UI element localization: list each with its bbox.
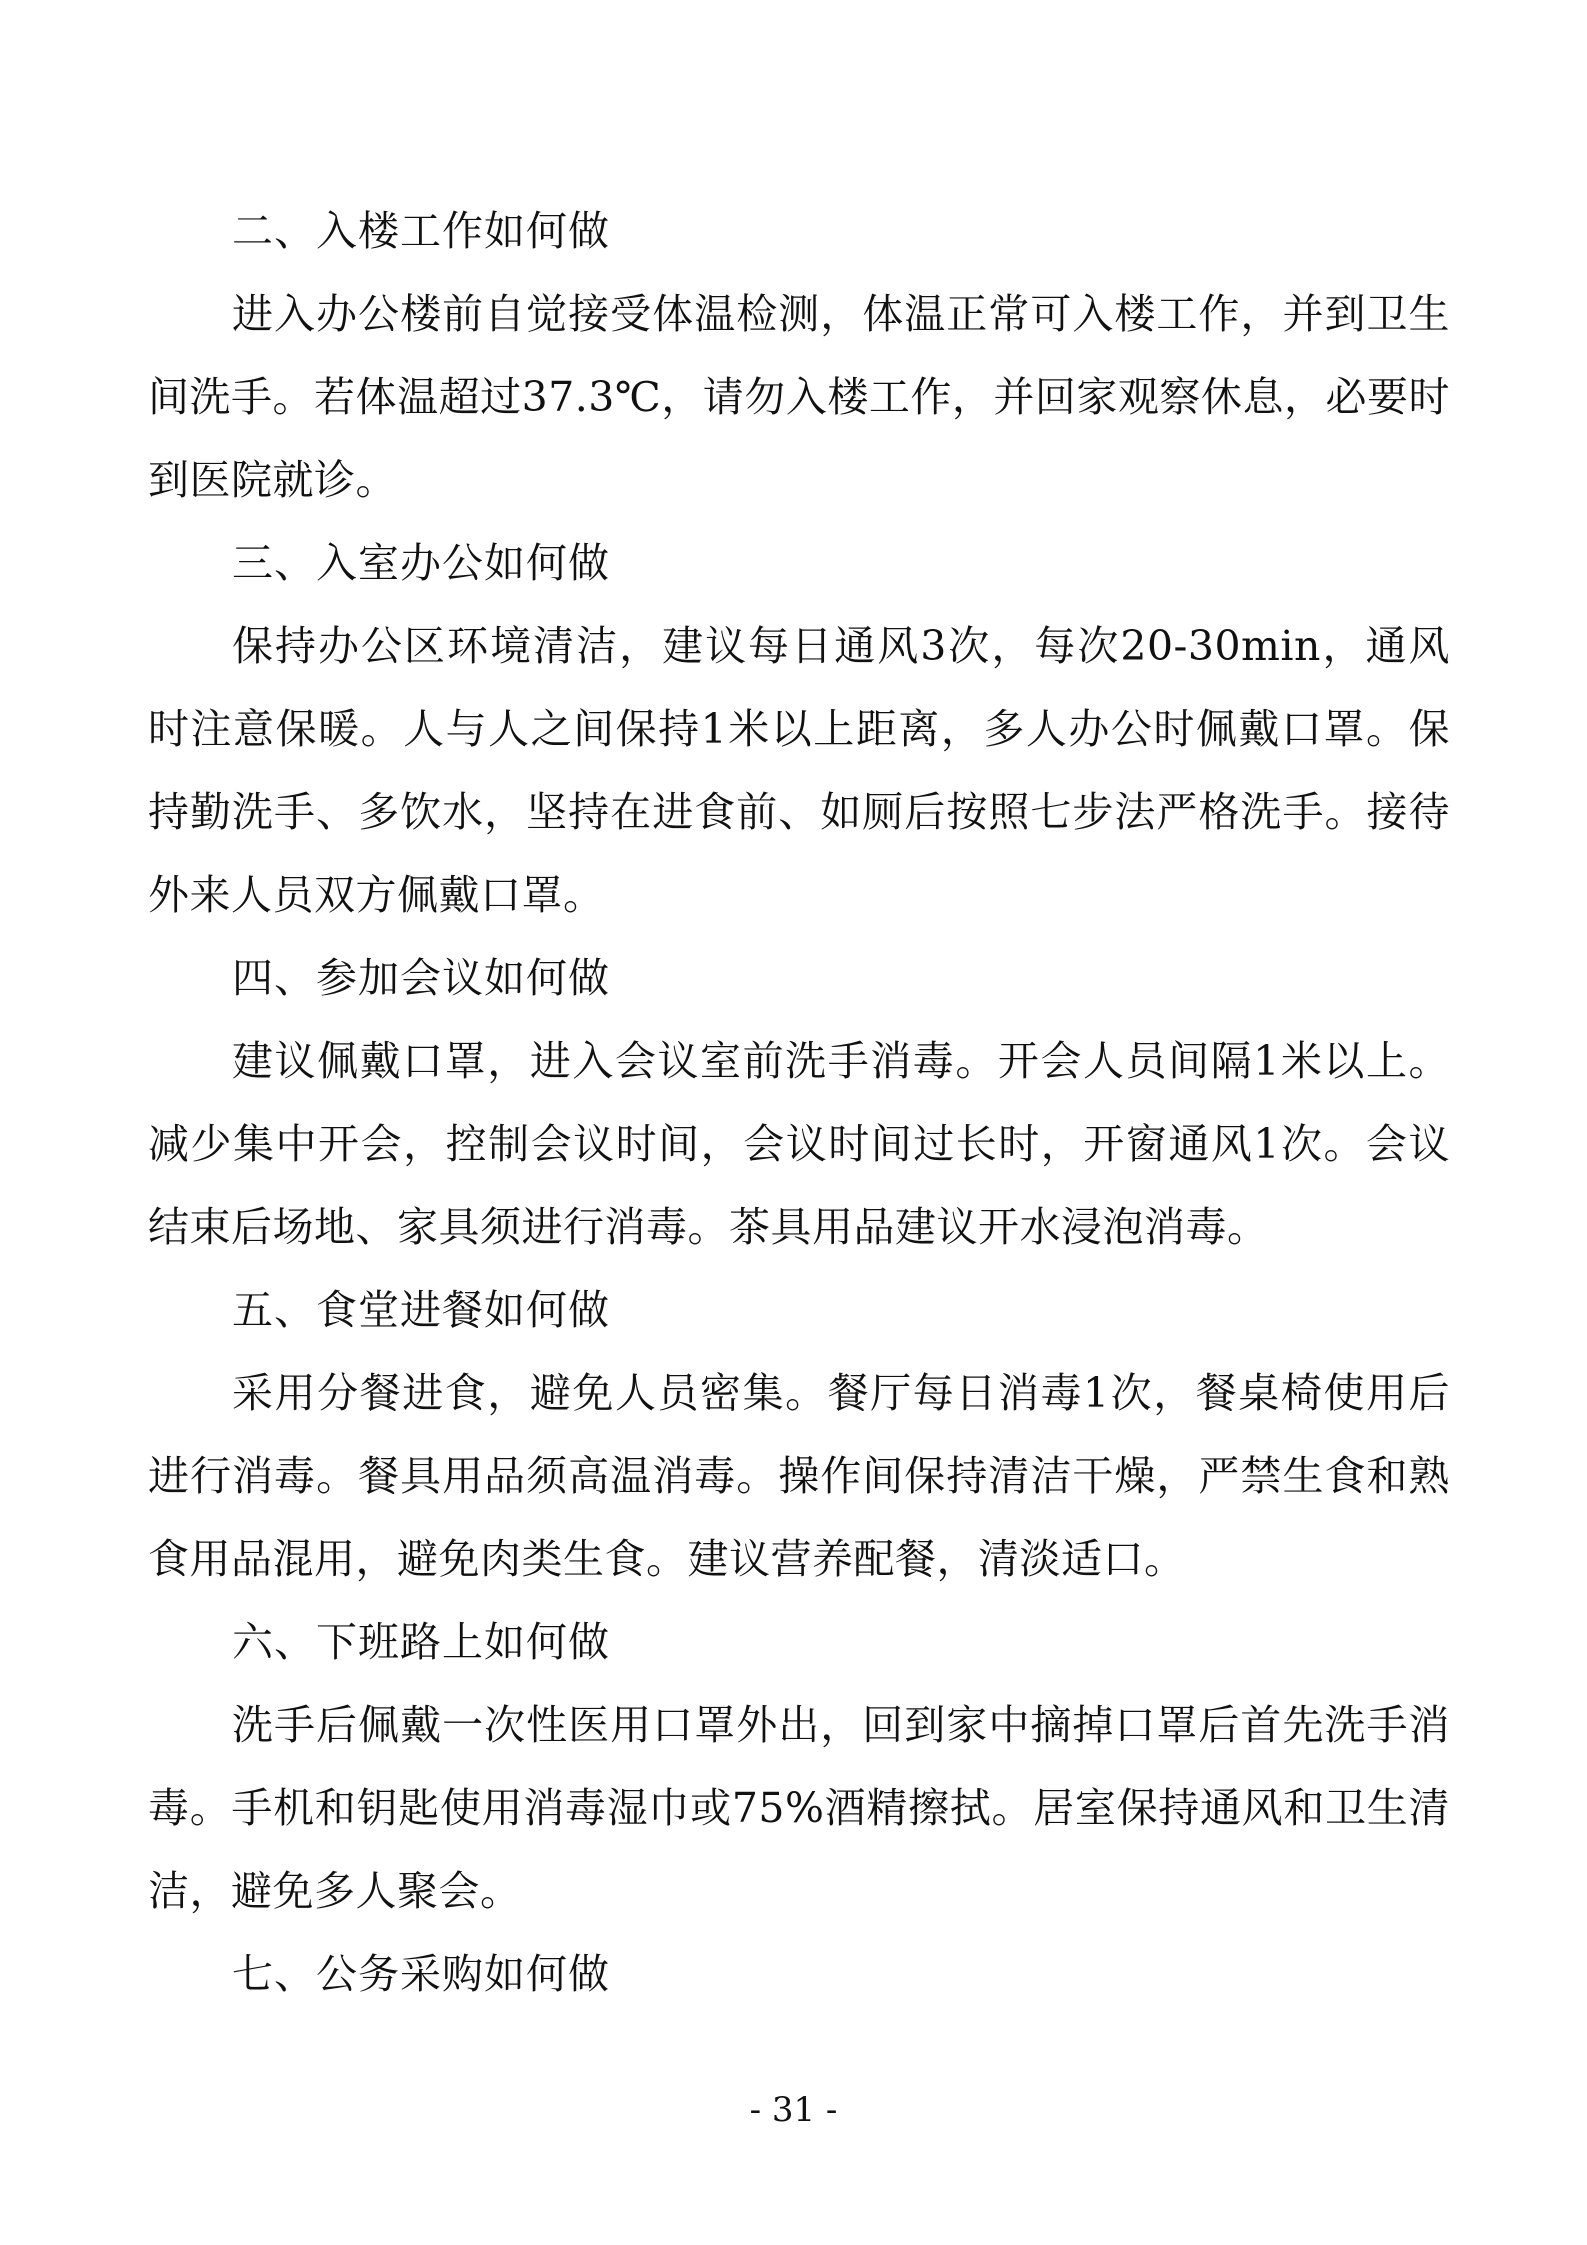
section-heading-commute-home: 六、下班路上如何做 (232, 1618, 610, 1666)
document-body (148, 190, 1450, 2016)
section-heading-office-work: 三、入室办公如何做 (232, 539, 610, 587)
section-heading-meetings: 四、参加会议如何做 (232, 954, 610, 1002)
section-heading-canteen: 五、食堂进餐如何做 (232, 1286, 610, 1334)
page-number: - 31 - (749, 2090, 838, 2130)
section-body-meetings: 建议佩戴口罩，进入会议室前洗手消毒。开会人员间隔1米以上。减少集中开会，控制会议时间，会议时间过长时，开窗通风1次。会议结束后场地、家具须进行消毒。茶具用品建议开水浸泡消毒。 (148, 1037, 1450, 1251)
section-body-commute-home: 洗手后佩戴一次性医用口罩外出，回到家中摘掉口罩后首先洗手消毒。手机和钥匙使用消毒湿巾或75%酒精擦拭。居室保持通风和卫生清洁，避免多人聚会。 (148, 1701, 1450, 1915)
section-heading-entering-building: 二、入楼工作如何做 (232, 207, 610, 255)
section-body-canteen: 采用分餐进食，避免人员密集。餐厅每日消毒1次，餐桌椅使用后进行消毒。餐具用品须高温消毒。操作间保持清洁干燥，严禁生食和熟食用品混用，避免肉类生食。建议营养配餐，清淡适口。 (148, 1369, 1450, 1583)
section-heading-procurement: 七、公务采购如何做 (232, 1950, 610, 1998)
section-body-entering-building: 进入办公楼前自觉接受体温检测，体温正常可入楼工作，并到卫生间洗手。若体温超过37.3℃，请勿入楼工作，并回家观察休息，必要时到医院就诊。 (148, 290, 1450, 504)
section-body-office-work: 保持办公区环境清洁，建议每日通风3次，每次20-30min，通风时注意保暖。人与人之间保持1米以上距离，多人办公时佩戴口罩。保持勤洗手、多饮水，坚持在进食前、如厕后按照七步法严格洗手。接待外来人员双方佩戴口罩。 (148, 622, 1450, 919)
